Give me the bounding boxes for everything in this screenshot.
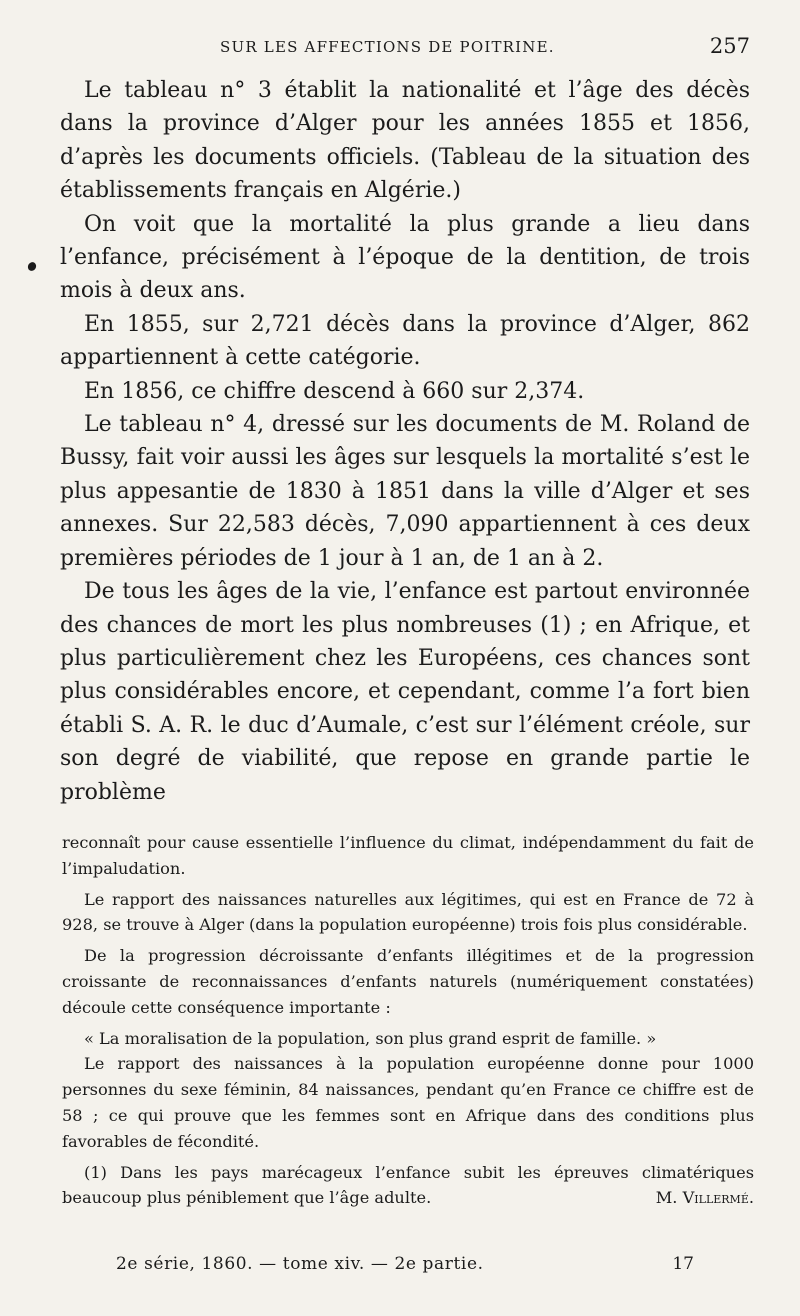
page-footer [60,1254,750,1284]
note-paragraph: « La moralisation de la population, son plus grand esprit de famille. » [84,1028,657,1048]
footnote [62,1160,754,1212]
note-paragraph: Le rapport des naissances naturelles aux légitimes, qui est en France de 72 à 928, se trouve à Alger (dans la population européenne) trois fois plus considérable. [62,889,754,935]
notes-section [62,830,754,1211]
ink-mark [26,261,37,273]
paragraph: En 1855, sur 2,721 décès dans la province d’Alger, 862 appartiennent à cette catégorie. [60,311,750,371]
footnote-text: (1) Dans les pays marécageux l’enfance subit les épreuves climatériques beaucoup plus péniblement que l’âge adulte. [62,1162,754,1208]
paragraph: Le tableau n° 3 établit la nationalité et l’âge des décès dans la province d’Alger pour les années 1855 et 1856, d’après les documents officiels. (Tableau de la situation des établissements français en Algérie.) [60,78,750,204]
page-header [60,34,750,64]
footnote-author: M. Villermé. [655,1188,754,1208]
note-paragraph: Le rapport des naissances à la population européenne donne pour 1000 personnes du sexe féminin, 84 naissances, pendant qu’en France ce chiffre est de 58 ; ce qui prouve que les femmes sont en Afrique dans des conditions plus favorables de fécondité. [62,1054,754,1151]
sheet-number: 17 [672,1254,694,1274]
running-head: SUR LES AFFECTIONS DE POITRINE. [220,38,555,56]
signature-line: 2e série, 1860. — tome xiv. — 2e partie. [116,1254,484,1274]
note-continuation: reconnaît pour cause essentielle l’influence du climat, indépendamment du fait de l’impaludation. [62,833,754,878]
paragraph: Le tableau n° 4, dressé sur les documents de M. Roland de Bussy, fait voir aussi les âges sur lesquels la mortalité s’est le plus appesantie de 1830 à 1851 dans la ville d’Alger et ses annexes. Sur 22,583 décès, 7,090 appartiennent à ces deux premières périodes de 1 jour à 1 an, de 1 an à 2. [60,412,750,571]
note-paragraph: De la progression décroissante d’enfants illégitimes et de la progression croissante de reconnaissances d’enfants naturels (numériquement constatées) découle cette conséquence importante : [62,946,754,1017]
main-text [60,74,750,809]
paragraph: En 1856, ce chiffre descend à 660 sur 2,374. [84,378,585,404]
paragraph: De tous les âges de la vie, l’enfance est partout environnée des chances de mort les plus nombreuses (1) ; en Afrique, et plus particulièrement chez les Européens, ces chances sont plus considérables encore, et cependant, comme l’a fort bien établi S. A. R. le duc d’Aumale, c’est sur l’élément créole, sur son degré de viabilité, que repose en grande partie le problème [60,579,750,805]
page-number: 257 [709,34,750,58]
paragraph: On voit que la mortalité la plus grande a lieu dans l’enfance, précisément à l’époque de la dentition, de trois mois à deux ans. [60,211,750,304]
